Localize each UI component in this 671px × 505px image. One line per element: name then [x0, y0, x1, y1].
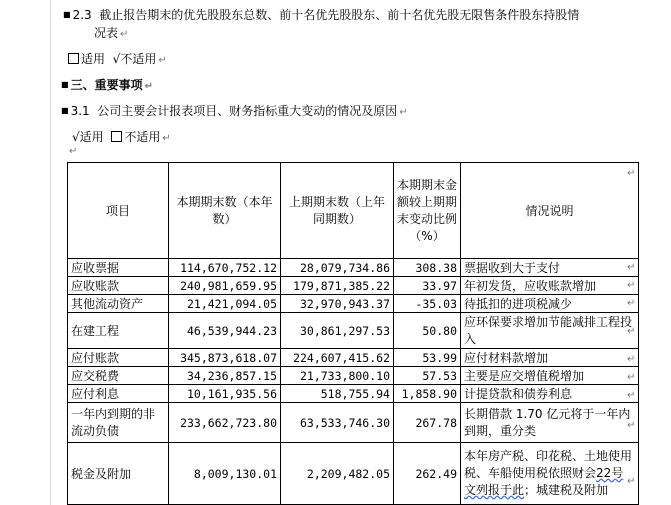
checkbox-icon — [111, 131, 122, 142]
cell-ratio: 57.53 — [394, 367, 461, 385]
cell-previous: 179,871,385.22 — [281, 277, 394, 295]
page-margin-guide — [50, 0, 51, 505]
cell-ratio: 33.97 — [394, 277, 461, 295]
table-row — [68, 277, 639, 295]
cell-ratio: 308.38 — [394, 259, 461, 277]
table-row — [68, 295, 639, 313]
cell-current: 10,161,935.56 — [169, 385, 281, 403]
header-current-period: 本期期末数（本年数） — [169, 163, 281, 259]
cell-current: 114,670,752.12 — [169, 259, 281, 277]
cell-description: 年初发货，应收账款增加 — [461, 277, 639, 295]
table-row — [68, 443, 639, 505]
cell-item: 应收账款 — [68, 277, 169, 295]
cell-item: 一年内到期的非流动负债 — [68, 403, 169, 443]
table-row — [68, 313, 639, 349]
applicability-line-1: 适用 √不适用 ↵ — [68, 50, 167, 67]
cell-ratio: 53.99 — [394, 349, 461, 367]
row-end-mark: ↵ — [627, 262, 636, 273]
row-end-mark: ↵ — [627, 372, 636, 383]
row-end-mark: ↵ — [627, 420, 636, 431]
row-end-mark: ↵ — [627, 298, 636, 309]
cell-item: 应交税费 — [68, 367, 169, 385]
section-3-heading: ■ 三、重要事项 ↵ — [61, 78, 153, 92]
table-row — [68, 349, 639, 367]
cell-current: 345,873,618.07 — [169, 349, 281, 367]
cell-description: 应环保要求增加节能减排工程投入 — [461, 313, 639, 349]
cell-ratio: 262.49 — [394, 443, 461, 505]
cell-current: 8,009,130.01 — [169, 443, 281, 505]
row-end-mark: ↵ — [627, 354, 636, 365]
cell-description: 长期借款 1.70 亿元将于一年内到期，重分类 — [461, 403, 639, 443]
cell-ratio: 1,858.90 — [394, 385, 461, 403]
header-item: 项目 — [68, 163, 169, 259]
header-description: 情况说明 — [461, 163, 639, 259]
cell-ratio: -35.03 — [394, 295, 461, 313]
table-row — [68, 259, 639, 277]
cell-ratio: 267.78 — [394, 403, 461, 443]
cell-previous: 21,733,800.10 — [281, 367, 394, 385]
applicability-line-2: √适用 不适用 ↵ — [72, 130, 171, 144]
table-header-row — [68, 163, 639, 259]
cell-previous: 518,755.94 — [281, 385, 394, 403]
cell-previous: 30,861,297.53 — [281, 313, 394, 349]
cell-description: 计提贷款和债券利息 — [461, 385, 639, 403]
cell-current: 34,236,857.15 — [169, 367, 281, 385]
cell-item: 应付利息 — [68, 385, 169, 403]
cell-description: 应付材料款增加 — [461, 349, 639, 367]
row-end-mark: ↵ — [627, 390, 636, 401]
cell-item: 应收票据 — [68, 259, 169, 277]
table-row — [68, 403, 639, 443]
cell-item: 在建工程 — [68, 313, 169, 349]
bullet-icon: ■ — [63, 10, 71, 19]
header-change-ratio: 本期期末金额较上期期末变动比例（%） — [394, 163, 461, 259]
cell-current: 21,421,094.05 — [169, 295, 281, 313]
empty-paragraph-mark: ↵ — [69, 146, 78, 157]
cell-item: 税金及附加 — [68, 443, 169, 505]
cell-item: 其他流动资产 — [68, 295, 169, 313]
cell-current: 240,981,659.95 — [169, 277, 281, 295]
cell-current: 46,539,944.23 — [169, 313, 281, 349]
cell-previous: 28,079,734.86 — [281, 259, 394, 277]
cell-description: 主要是应交增值税增加 — [461, 367, 639, 385]
cell-previous: 63,533,746.30 — [281, 403, 394, 443]
cell-description: 待抵扣的进项税减少 — [461, 295, 639, 313]
bullet-icon: ■ — [61, 106, 69, 115]
row-end-mark: ↵ — [627, 280, 636, 291]
bullet-icon: ■ — [61, 80, 69, 89]
section-2-3-heading-cont: 况表 ↵ — [94, 26, 129, 40]
table-row — [68, 385, 639, 403]
header-previous-period: 上期期末数（上年同期数） — [281, 163, 394, 259]
table-row — [68, 367, 639, 385]
row-end-mark: ↵ — [627, 476, 636, 487]
checkbox-icon — [68, 53, 79, 64]
cell-ratio: 50.80 — [394, 313, 461, 349]
cell-description: 票据收到大于支付 — [461, 259, 639, 277]
section-2-3-heading: ■ 2.3 截止报告期末的优先股股东总数、前十名优先股股东、前十名优先股无限售条件股东持股情 — [63, 8, 580, 22]
financial-changes-table — [67, 162, 639, 505]
row-end-mark: ↵ — [627, 168, 636, 179]
cell-description: 本年房产税、印花税、土地使用税、车船使用税依照财会22号文列报于此；城建税及附加 — [461, 443, 639, 505]
cell-previous: 32,970,943.37 — [281, 295, 394, 313]
cell-item: 应付账款 — [68, 349, 169, 367]
section-3-1-heading: ■ 3.1 公司主要会计报表项目、财务指标重大变动的情况及原因 ↵ — [61, 104, 408, 118]
cell-current: 233,662,723.80 — [169, 403, 281, 443]
cell-previous: 224,607,415.62 — [281, 349, 394, 367]
row-end-mark: ↵ — [627, 326, 636, 337]
cell-previous: 2,209,482.05 — [281, 443, 394, 505]
